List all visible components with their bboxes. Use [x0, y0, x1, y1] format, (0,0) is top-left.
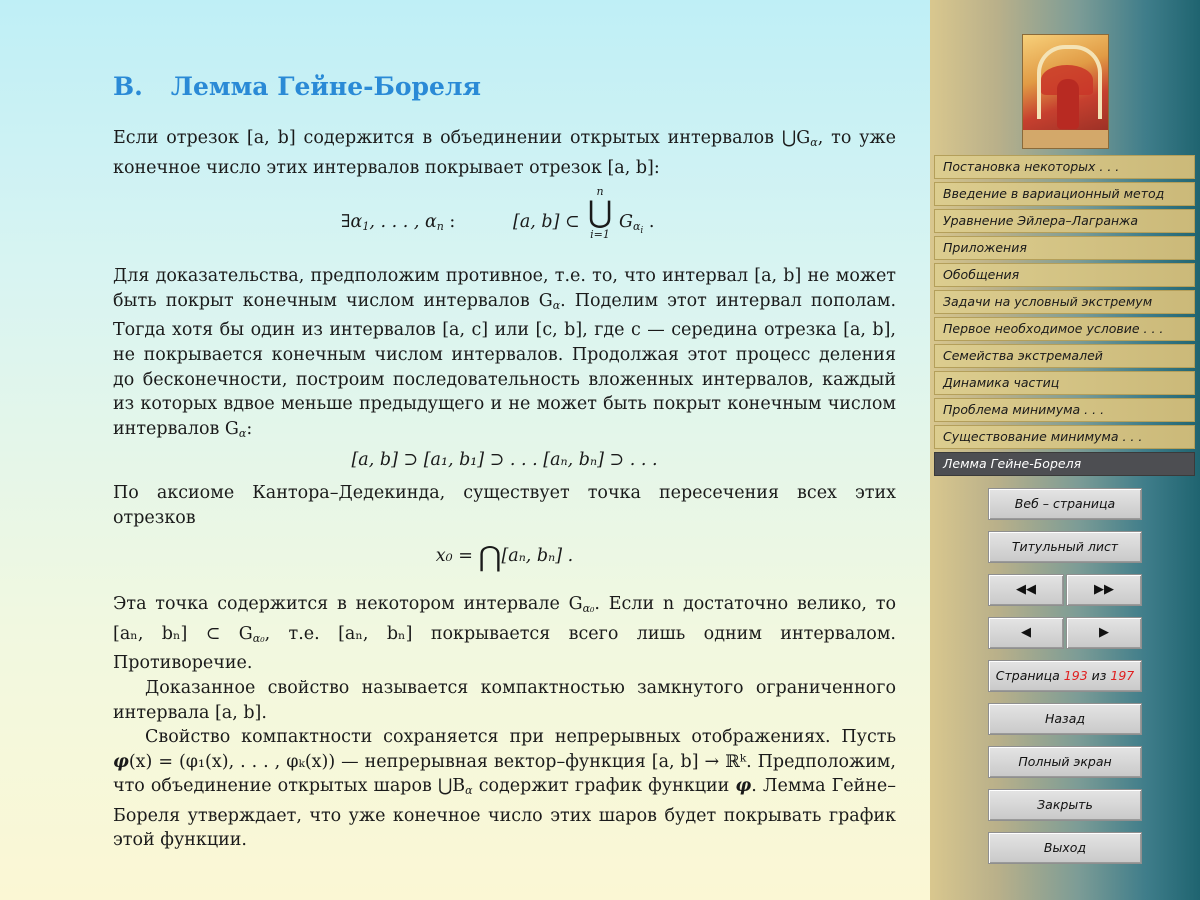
- page-middle: из: [1087, 668, 1111, 683]
- p6-text-b: (x) = (φ₁(x), . . . , φₖ(x)) — непрерывная вектор–функция [a, b] → ℝᵏ. Предположим, что объединение открытых шаров ⋃B: [113, 751, 896, 797]
- dragon-figure-logo: [1022, 34, 1109, 149]
- paragraph-6: [113, 725, 896, 853]
- nav-item-7[interactable]: Первое необходимое условие . . .: [934, 317, 1195, 341]
- paragraph-2: [113, 264, 896, 446]
- eq1-G: G: [619, 212, 633, 233]
- p4-text-c: , т.е. [aₙ, bₙ] покрывается всего лишь одним интервалом. Противоречие.: [113, 623, 896, 674]
- p2-sub2: α: [238, 426, 247, 440]
- title-page-button[interactable]: Титульный лист: [988, 531, 1142, 563]
- section-heading: [113, 72, 481, 101]
- nav-item-4[interactable]: Приложения: [934, 236, 1195, 260]
- exit-button[interactable]: Выход: [988, 832, 1142, 864]
- eq1-end: .: [643, 212, 655, 233]
- logo-floor: [1023, 130, 1108, 148]
- page-prefix: Страница: [995, 668, 1064, 683]
- eq1-colon: :: [443, 212, 456, 233]
- first-page-button[interactable]: ◀◀: [988, 574, 1064, 606]
- eq1-union-top: n: [596, 185, 604, 199]
- section-number: B.: [113, 72, 143, 101]
- chapter-nav-list: [934, 155, 1195, 479]
- p4-sub: α₀: [582, 602, 595, 616]
- p2-text-a: Для доказательства, предположим противное, т.е. то, что интервал [a, b] не может быть покрыт конечным числом интервалов G: [113, 266, 896, 311]
- equation-3: [113, 540, 896, 580]
- next-page-button[interactable]: ▶: [1066, 617, 1142, 649]
- nav-item-5[interactable]: Обобщения: [934, 263, 1195, 287]
- p6-sub: α: [465, 784, 473, 798]
- nav-item-6[interactable]: Задачи на условный экстремум: [934, 290, 1195, 314]
- p1-text-a: Если отрезок [a, b] содержится в объединении открытых интервалов ⋃G: [113, 128, 811, 148]
- p6-phi2: φ: [735, 776, 752, 797]
- p1-text-b: , то уже конечное число этих интервалов покрывает отрезок [a, b]:: [113, 128, 896, 178]
- eq3-left: x₀ =: [435, 546, 479, 567]
- nav-item-10[interactable]: Проблема минимума . . .: [934, 398, 1195, 422]
- p4-text-a: Эта точка содержится в некотором интервале G: [113, 594, 583, 615]
- eq1-Gsubsub: i: [640, 226, 644, 237]
- nav-item-8[interactable]: Семейства экстремалей: [934, 344, 1195, 368]
- paragraph-1: [113, 126, 896, 180]
- nav-item-11[interactable]: Существование минимума . . .: [934, 425, 1195, 449]
- eq1-subset: [a, b] ⊂: [513, 212, 580, 233]
- paragraph-3: По аксиоме Кантора–Дедекинда, существует точка пересечения всех этих отрезков: [113, 482, 896, 528]
- p6-text-d: . Лемма Гейне–Бореля утверждает, что уже конечное число этих шаров будет покрывать график этой функции.: [113, 776, 896, 851]
- p6-text-a: Свойство компактности сохраняется при непрерывных отображениях. Пусть: [145, 727, 896, 748]
- back-button[interactable]: Назад: [988, 703, 1142, 735]
- eq1-Gsub: α: [632, 220, 641, 234]
- last-page-button[interactable]: ▶▶: [1066, 574, 1142, 606]
- eq1-exists: ∃α: [341, 212, 363, 233]
- union-symbol: ⋃: [587, 195, 613, 231]
- p2-text-b: . Поделим этот интервал пополам. Тогда хотя бы один из интервалов [a, c] или [c, b], где c — середина отрезка [a, b], не покрывается конечным числом интервалов. Продолжая этот процесс деления до бесконечности, построим последовательность вложенных интервалов, каждый из которых вдвое меньше предыдущего и не может быть покрыт конечным числом интервалов G: [113, 290, 897, 439]
- page-total: 197: [1110, 668, 1135, 683]
- nav-item-2[interactable]: Введение в вариационный метод: [934, 182, 1195, 206]
- eq1-union-bottom: i=1: [590, 228, 610, 242]
- logo-figure: [1057, 79, 1079, 129]
- eq1-dots: , . . . , α: [369, 212, 437, 233]
- paragraph-5: Доказанное свойство называется компактностью замкнутого ограниченного интервала [a, b].: [113, 677, 896, 723]
- close-button[interactable]: Закрыть: [988, 789, 1142, 821]
- nav-item-1[interactable]: Постановка некоторых . . .: [934, 155, 1195, 179]
- fullscreen-button[interactable]: Полный экран: [988, 746, 1142, 778]
- nav-item-9[interactable]: Динамика частиц: [934, 371, 1195, 395]
- p4-text-b: . Если n достаточно велико, то [aₙ, bₙ] ⊂ G: [113, 594, 896, 644]
- eq1-union: [585, 186, 615, 242]
- p4-sub2: α₀: [252, 631, 265, 645]
- equation-1: [113, 186, 896, 260]
- section-title: Лемма Гейне-Бореля: [170, 72, 481, 101]
- paragraph-4: [113, 592, 896, 676]
- eq3-right: [aₙ, bₙ] .: [501, 546, 574, 567]
- intersection-symbol: ⋂: [478, 540, 502, 574]
- equation-2: [a, b] ⊃ [a₁, b₁] ⊃ . . . [aₙ, bₙ] ⊃ . . .: [351, 450, 658, 471]
- page-indicator: [988, 660, 1142, 692]
- page-current: 193: [1063, 668, 1088, 683]
- nav-item-active[interactable]: Лемма Гейне-Бореля: [934, 452, 1195, 476]
- p1-sub: α: [810, 136, 818, 149]
- p2-sub: α: [552, 298, 561, 312]
- p6-text-c: содержит график функции: [472, 776, 736, 797]
- nav-item-3[interactable]: Уравнение Эйлера–Лагранжа: [934, 209, 1195, 233]
- p2-text-c: :: [246, 418, 253, 439]
- p6-phi: φ: [113, 751, 129, 772]
- prev-page-button[interactable]: ◀: [988, 617, 1064, 649]
- eq1-subn: n: [436, 220, 444, 234]
- web-page-button[interactable]: Веб – страница: [988, 488, 1142, 520]
- main-content: [113, 126, 896, 853]
- eq1-sub1: 1: [362, 220, 370, 234]
